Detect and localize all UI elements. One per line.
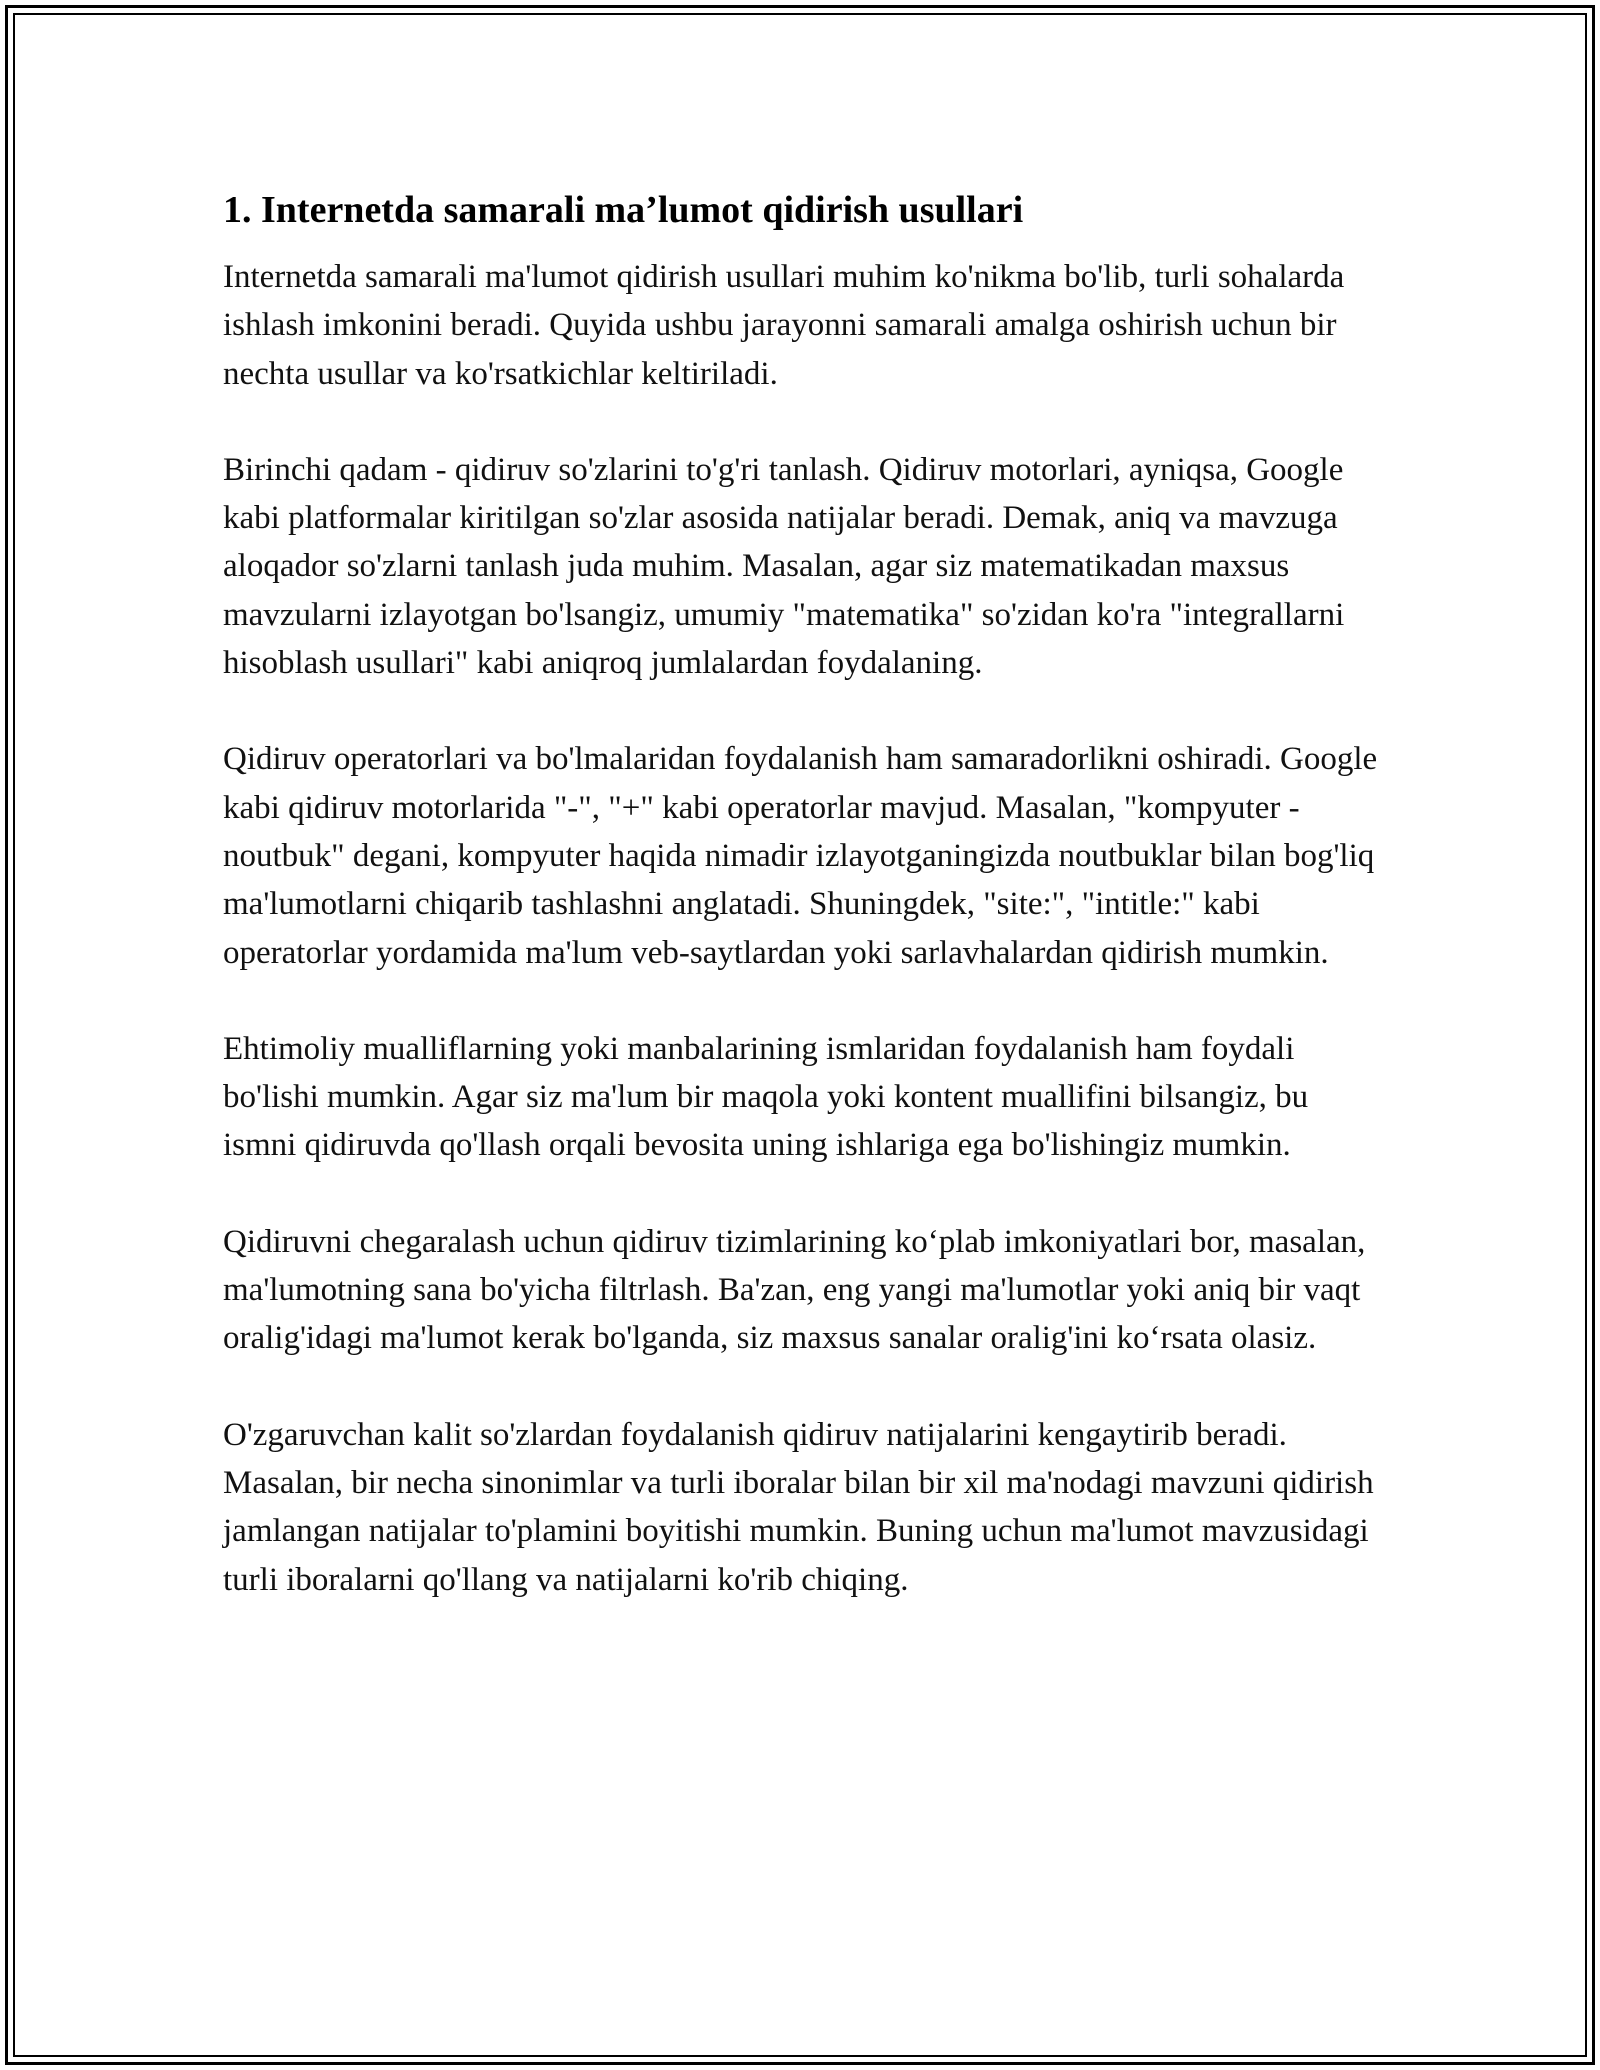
paragraph-keyword-variants: O'zgaruvchan kalit so'zlardan foydalanish qidiruv natijalarini kengaytirib beradi. Masalan, bir necha sinonimlar va turli iboralar bilan bir xil ma'nodagi mavzuni qidirish jamlangan natijalar to'plamini boyitishi mumkin. Buning uchun ma'lumot mavzusidagi turli iboralarni qo'llang va natijalarni ko'rib chiqing. (223, 1416, 1374, 1598)
paragraph-search-operators: Qidiruv operatorlari va bo'lmalaridan foydalanish ham samaradorlikni oshiradi. Google kabi qidiruv motorlarida "-", "+" kabi operatorlar mavjud. Masalan, "kompyuter -noutbuk" degani, kompyuter haqida nimadir izlayotganingizda noutbuklar bilan bog'liq ma'lumotlarni chiqarib tashlashni anglatadi. Shuningdek, "site:", "intitle:" kabi operatorlar yordamida ma'lum veb-saytlardan yoki sarlavhalardan qidirish mumkin. (223, 741, 1378, 971)
section-heading: 1. Internetda samarali ma’lumot qidirish usullari (223, 189, 1024, 231)
document-body (223, 172, 1383, 1604)
paragraph-date-filter: Qidiruvni chegaralash uchun qidiruv tizimlarining ko‘plab imkoniyatlari bor, masalan, ma'lumotning sana bo'yicha filtrlash. Ba'zan, eng yangi ma'lumotlar yoki aniq bir vaqt oralig'idagi ma'lumot kerak bo'lganda, siz maxsus sanalar oralig'ini ko‘rsata olasiz. (223, 1223, 1366, 1357)
paragraph-author-names: Ehtimoliy mualliflarning yoki manbalarining ismlaridan foydalanish ham foydali bo'lishi mumkin. Agar siz ma'lum bir maqola yoki kontent muallifini bilsangiz, bu ismni qidiruvda qo'llash orqali bevosita uning ishlariga ega bo'lishingiz mumkin. (223, 1030, 1309, 1164)
paragraph-intro: Internetda samarali ma'lumot qidirish usullari muhim ko'nikma bo'lib, turli sohalarda ishlash imkonini beradi. Quyida ushbu jarayonni samarali amalga oshirish uchun bir nechta usullar va ko'rsatkichlar keltiriladi. (223, 259, 1345, 392)
paragraph-search-terms: Birinchi qadam - qidiruv so'zlarini to'g'ri tanlash. Qidiruv motorlari, ayniqsa, Google kabi platformalar kiritilgan so'zlar asosida natijalar beradi. Demak, aniq va mavzuga aloqador so'zlarni tanlash juda muhim. Masalan, agar siz matematikadan maxsus mavzularni izlayotgan bo'lsangiz, umumiy "matematika" so'zidan ko'ra "integrallarni hisoblash usullari" kabi aniqroq jumlalardan foydalaning. (223, 451, 1345, 682)
